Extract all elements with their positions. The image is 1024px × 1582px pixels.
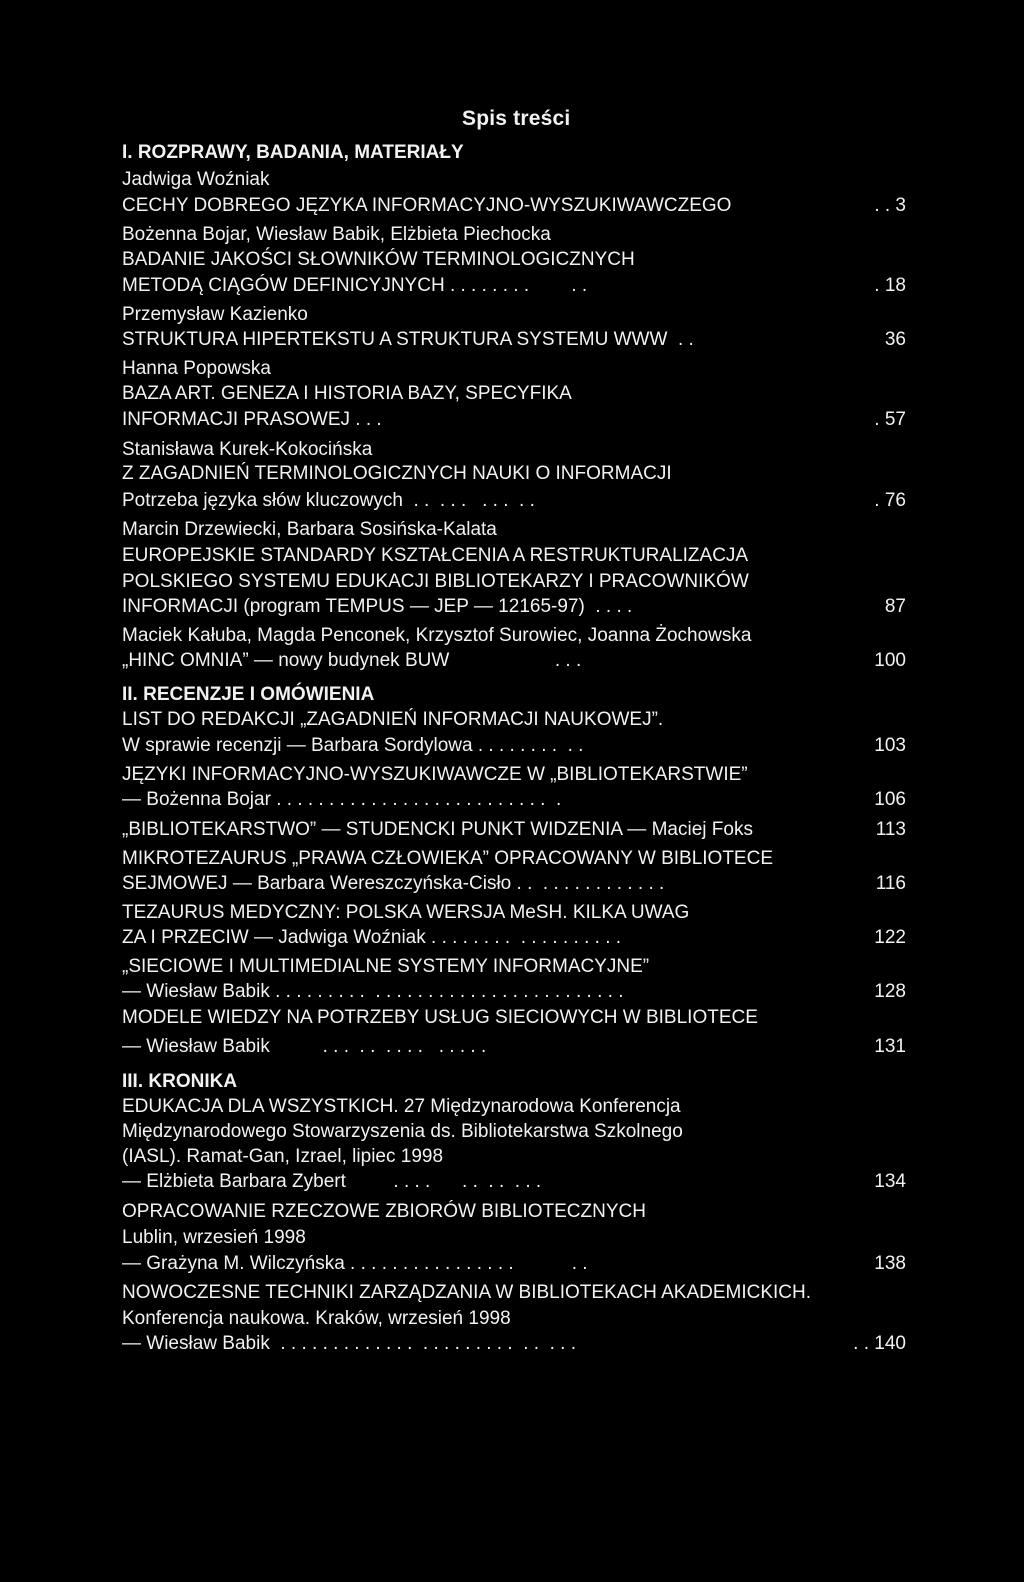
toc-line: CECHY DOBREGO JĘZYKA INFORMACYJNO-WYSZUKIWAWCZEGO [122, 195, 732, 216]
toc-line: METODĄ CIĄGÓW DEFINICYJNYCH . . . . . . . . . . [122, 275, 588, 296]
toc-line: Maciek Kałuba, Magda Penconek, Krzysztof Surowiec, Joanna Żochowska [122, 625, 752, 646]
toc-line: Międzynarodowego Stowarzyszenia ds. Bibliotekarstwa Szkolnego [122, 1121, 683, 1142]
toc-line: Bożenna Bojar, Wiesław Babik, Elżbieta Piechocka [122, 224, 551, 245]
toc-line: STRUKTURA HIPERTEKSTU A STRUKTURA SYSTEMU WWW . . [122, 329, 694, 350]
toc-line: TEZAURUS MEDYCZNY: POLSKA WERSJA MeSH. KILKA UWAG [122, 902, 690, 923]
toc-line: Konferencja naukowa. Kraków, wrzesień 1998 [122, 1308, 511, 1329]
page-number: 138 [874, 1253, 906, 1274]
page-number: 87 [884, 596, 906, 617]
page-number: 36 [884, 329, 906, 350]
toc-line: — Elżbieta Barbara Zybert . . . . . . . . . . . [122, 1171, 542, 1192]
toc-line: Potrzeba języka słów kluczowych . . . . . . . . . . [122, 490, 535, 511]
toc-line: — Grażyna M. Wilczyńska . . . . . . . . . . . . . . . . . . [122, 1253, 588, 1274]
section-heading: II. RECENZJE I OMÓWIENIA [122, 684, 375, 705]
page-number: . . 3 [874, 195, 906, 216]
toc-heading: Spis treści [462, 107, 571, 130]
toc-line: „SIECIOWE I MULTIMEDIALNE SYSTEMY INFORMACYJNE” [122, 956, 650, 977]
toc-line: (IASL). Ramat-Gan, Izrael, lipiec 1998 [122, 1146, 444, 1167]
toc-line: Hanna Popowska [122, 358, 271, 379]
toc-line: Przemysław Kazienko [122, 304, 308, 325]
toc-line: Jadwiga Woźniak [122, 169, 270, 190]
section-heading: III. KRONIKA [122, 1071, 238, 1092]
section-heading: I. ROZPRAWY, BADANIA, MATERIAŁY [122, 142, 464, 163]
toc-line: NOWOCZESNE TECHNIKI ZARZĄDZANIA W BIBLIOTEKACH AKADEMICKICH. [122, 1282, 812, 1303]
page-number: 128 [874, 981, 906, 1002]
toc-line: POLSKIEGO SYSTEMU EDUKACJI BIBLIOTEKARZY I PRACOWNIKÓW [122, 571, 749, 592]
toc-line: W sprawie recenzji — Barbara Sordylowa . . . . . . . . . . [122, 735, 584, 756]
toc-line: — Wiesław Babik . . . . . . . . . . . . . . . . . . . . . . . . . . . . . . . . . [122, 981, 624, 1002]
toc-line: Z ZAGADNIEŃ TERMINOLOGICZNYCH NAUKI O INFORMACJI [122, 463, 672, 484]
page-number: 116 [875, 873, 906, 894]
toc-line: BAZA ART. GENEZA I HISTORIA BAZY, SPECYFIKA [122, 383, 572, 404]
toc-line: SEJMOWEJ — Barbara Wereszczyńska-Cisło . . . . . . . . . . . . . . [122, 873, 665, 894]
toc-line: „HINC OMNIA” — nowy budynek BUW . . . [122, 650, 582, 671]
toc-line: INFORMACJI PRASOWEJ . . . [122, 409, 382, 430]
page-number: 131 [874, 1036, 906, 1057]
page-number: 113 [875, 819, 906, 840]
page-number: 134 [874, 1171, 906, 1192]
toc-line: „BIBLIOTEKARSTWO” — STUDENCKI PUNKT WIDZENIA — Maciej Foks [122, 819, 753, 840]
toc-line: Lublin, wrzesień 1998 [122, 1227, 306, 1248]
toc-line: — Bożenna Bojar . . . . . . . . . . . . . . . . . . . . . . . . . . . [122, 789, 562, 810]
page-number: 100 [874, 650, 906, 671]
toc-line: JĘZYKI INFORMACYJNO-WYSZUKIWAWCZE W „BIBLIOTEKARSTWIE” [122, 764, 748, 785]
toc-line: — Wiesław Babik . . . . . . . . . . . . . . . . . . . . . . . . . . . [122, 1333, 576, 1354]
toc-line: Stanisława Kurek-Kokocińska [122, 439, 373, 460]
toc-line: ZA I PRZECIW — Jadwiga Woźniak . . . . . . . . . . . . . . . . . . [122, 927, 622, 948]
toc-line: MODELE WIEDZY NA POTRZEBY USŁUG SIECIOWYCH W BIBLIOTECE [122, 1007, 758, 1028]
page-number: 103 [874, 735, 906, 756]
toc-line: LIST DO REDAKCJI „ZAGADNIEŃ INFORMACJI NAUKOWEJ”. [122, 709, 664, 730]
toc-line: OPRACOWANIE RZECZOWE ZBIORÓW BIBLIOTECZNYCH [122, 1201, 646, 1222]
toc-line: EUROPEJSKIE STANDARDY KSZTAŁCENIA A RESTRUKTURALIZACJA [122, 545, 749, 566]
page-number: . 76 [874, 490, 906, 511]
toc-line: — Wiesław Babik . . . . . . . . . . . . . . [122, 1036, 487, 1057]
page-number: . 57 [874, 409, 906, 430]
page-number: . 18 [874, 275, 906, 296]
toc-line: INFORMACJI (program TEMPUS — JEP — 12165-97) . . . . [122, 596, 633, 617]
page-number: 106 [874, 789, 906, 810]
toc-line: MIKROTEZAURUS „PRAWA CZŁOWIEKA” OPRACOWANY W BIBLIOTECE [122, 848, 773, 869]
toc-line: Marcin Drzewiecki, Barbara Sosińska-Kalata [122, 519, 497, 540]
page-number: . . 140 [853, 1333, 906, 1354]
toc-line: BADANIE JAKOŚCI SŁOWNIKÓW TERMINOLOGICZNYCH [122, 249, 635, 270]
page-number: 122 [874, 927, 906, 948]
toc-line: EDUKACJA DLA WSZYSTKICH. 27 Międzynarodowa Konferencja [122, 1096, 681, 1117]
